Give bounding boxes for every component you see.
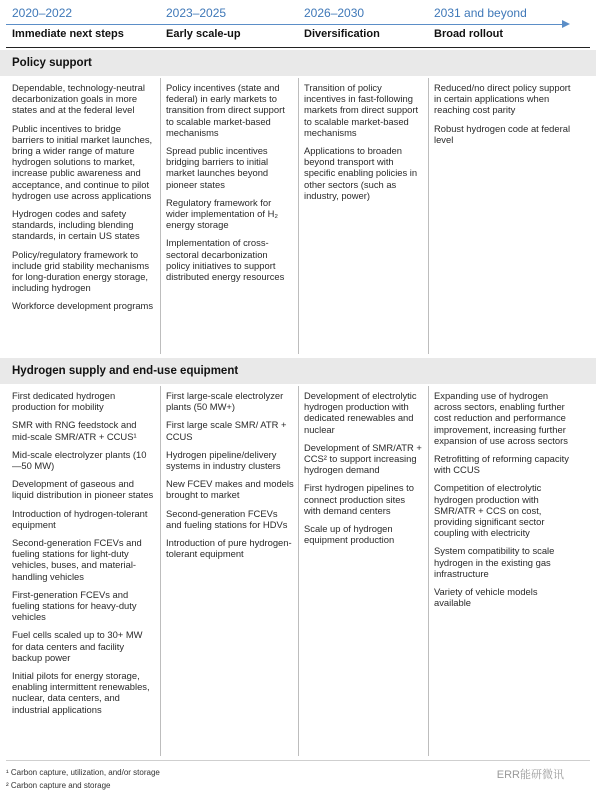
- phase-label: Immediate next steps: [12, 28, 124, 40]
- list-item: Introduction of pure hydrogen-tolerant equipment: [166, 537, 292, 560]
- supply-column-3: [304, 390, 424, 552]
- year-label: 2031 and beyond: [434, 6, 527, 20]
- arrow-right-icon: [562, 20, 570, 28]
- list-item: Public incentives to bridge barriers to initial market launches, bring a wider range of mature hydrogen solutions to market, increase public awareness and acceptance, and continue to pilot hydrogen use across applications: [12, 122, 153, 201]
- list-item: Policy incentives (state and federal) in early markets to transition from direct support to scalable market-based mechanisms: [166, 82, 285, 138]
- list-item: Competition of electrolytic hydrogen production with SMR/ATR + CCS on cost, providing significant sector coupling with electricity: [434, 482, 545, 539]
- column-divider: [428, 386, 429, 756]
- list-item: First-generation FCEVs and fueling stations for heavy-duty vehicles: [12, 588, 137, 623]
- list-item: Dependable, technology-neutral decarbonization goals in more states and at the federal level: [12, 82, 145, 116]
- year-label: 2023–2025: [166, 6, 227, 20]
- policy-column-3: [304, 82, 424, 208]
- list-item: Development of SMR/ATR + CCS² to support increasing hydrogen demand: [304, 441, 422, 476]
- policy-column-4: [434, 82, 574, 152]
- list-item: Applications to broaden beyond transport with specific enabling policies in other sectors (such as industry, power): [304, 145, 418, 201]
- list-item: Development of electrolytic hydrogen production with dedicated renewables and nuclear: [304, 390, 417, 435]
- list-item: Regulatory framework for wider implementation of H₂ energy storage: [166, 196, 279, 231]
- list-item: Hydrogen pipeline/delivery systems in industry clusters: [166, 448, 281, 472]
- list-item: Second-generation FCEVs and fueling stations for HDVs: [166, 507, 288, 530]
- phase-label: Broad rollout: [434, 28, 504, 40]
- column-divider: [298, 386, 299, 756]
- list-item: Mid-scale electrolyzer plants (10—50 MW): [12, 448, 147, 472]
- list-item: Development of gaseous and liquid distribution in pioneer states: [12, 478, 154, 501]
- policy-column-2: [166, 82, 294, 289]
- list-item: Second-generation FCEVs and fueling stations for light-duty vehicles, buses, and material-handling vehicles: [12, 537, 142, 582]
- list-item: Introduction of hydrogen-tolerant equipment: [12, 507, 148, 530]
- policy-column-1: [12, 82, 154, 319]
- list-item: Robust hydrogen code at federal level: [434, 122, 571, 145]
- list-item: System compatibility to scale hydrogen in the existing gas infrastructure: [434, 545, 555, 579]
- list-item: Transition of policy incentives in fast-following markets from direct support to scalable market-based mechanisms: [304, 82, 419, 138]
- list-item: Hydrogen codes and safety standards, including blending standards, in certain US states: [12, 208, 140, 242]
- list-item: Policy/regulatory framework to include grid stability mechanisms for long-duration energy storage, including hydrogen: [12, 248, 150, 294]
- column-divider: [160, 78, 161, 354]
- year-label: 2020–2022: [12, 6, 73, 20]
- column-divider: [298, 78, 299, 354]
- section-header-policy: Policy support: [0, 50, 596, 76]
- section-header-supply: Hydrogen supply and end-use equipment: [0, 358, 596, 384]
- list-item: SMR with RNG feedstock and mid-scale SMR/ATR + CCUS¹: [12, 419, 137, 442]
- timeline-axis: [6, 24, 568, 25]
- list-item: Initial pilots for energy storage, enabling intermittent renewables, nuclear, data centers, and industrial applications: [12, 670, 150, 715]
- footnote: ² Carbon capture and storage: [6, 781, 111, 790]
- list-item: Fuel cells scaled up to 30+ MW for data centers and facility backup power: [12, 629, 143, 663]
- list-item: First dedicated hydrogen production for mobility: [12, 390, 116, 413]
- column-divider: [428, 78, 429, 354]
- supply-column-2: [166, 390, 294, 566]
- list-item: Spread public incentives bridging barriers to initial market launches beyond pioneer states: [166, 145, 269, 190]
- phase-row: [6, 28, 590, 46]
- list-item: Variety of vehicle models available: [434, 586, 538, 609]
- divider: [6, 760, 590, 761]
- supply-column-1: [12, 390, 154, 722]
- phase-label: Early scale-up: [166, 28, 241, 40]
- list-item: New FCEV makes and models brought to market: [166, 478, 294, 501]
- watermark-text: ERR能研微讯: [496, 769, 564, 781]
- list-item: Retrofitting of reforming capacity with CCUS: [434, 453, 569, 476]
- year-label: 2026–2030: [304, 6, 365, 20]
- list-item: Workforce development programs: [12, 300, 154, 312]
- divider: [6, 47, 590, 48]
- timeline-header: [0, 0, 596, 26]
- column-divider: [160, 386, 161, 756]
- list-item: First large-scale electrolyzer plants (50 MW+): [166, 390, 284, 413]
- phase-label: Diversification: [304, 28, 380, 40]
- supply-column-4: [434, 390, 574, 615]
- list-item: First hydrogen pipelines to connect production sites with demand centers: [304, 482, 414, 516]
- list-item: Scale up of hydrogen equipment production: [304, 523, 395, 546]
- footnote: ¹ Carbon capture, utilization, and/or storage: [6, 768, 160, 777]
- list-item: Expanding use of hydrogen across sectors, enabling further cost reduction and performance improvement, increasing further expansion of use across sectors: [434, 390, 568, 446]
- list-item: First large scale SMR/ ATR + CCUS: [166, 419, 287, 442]
- list-item: Reduced/no direct policy support in certain applications when reaching cost parity: [434, 82, 571, 116]
- list-item: Implementation of cross-sectoral decarbonization policy initiatives to support distributed energy resources: [166, 237, 285, 283]
